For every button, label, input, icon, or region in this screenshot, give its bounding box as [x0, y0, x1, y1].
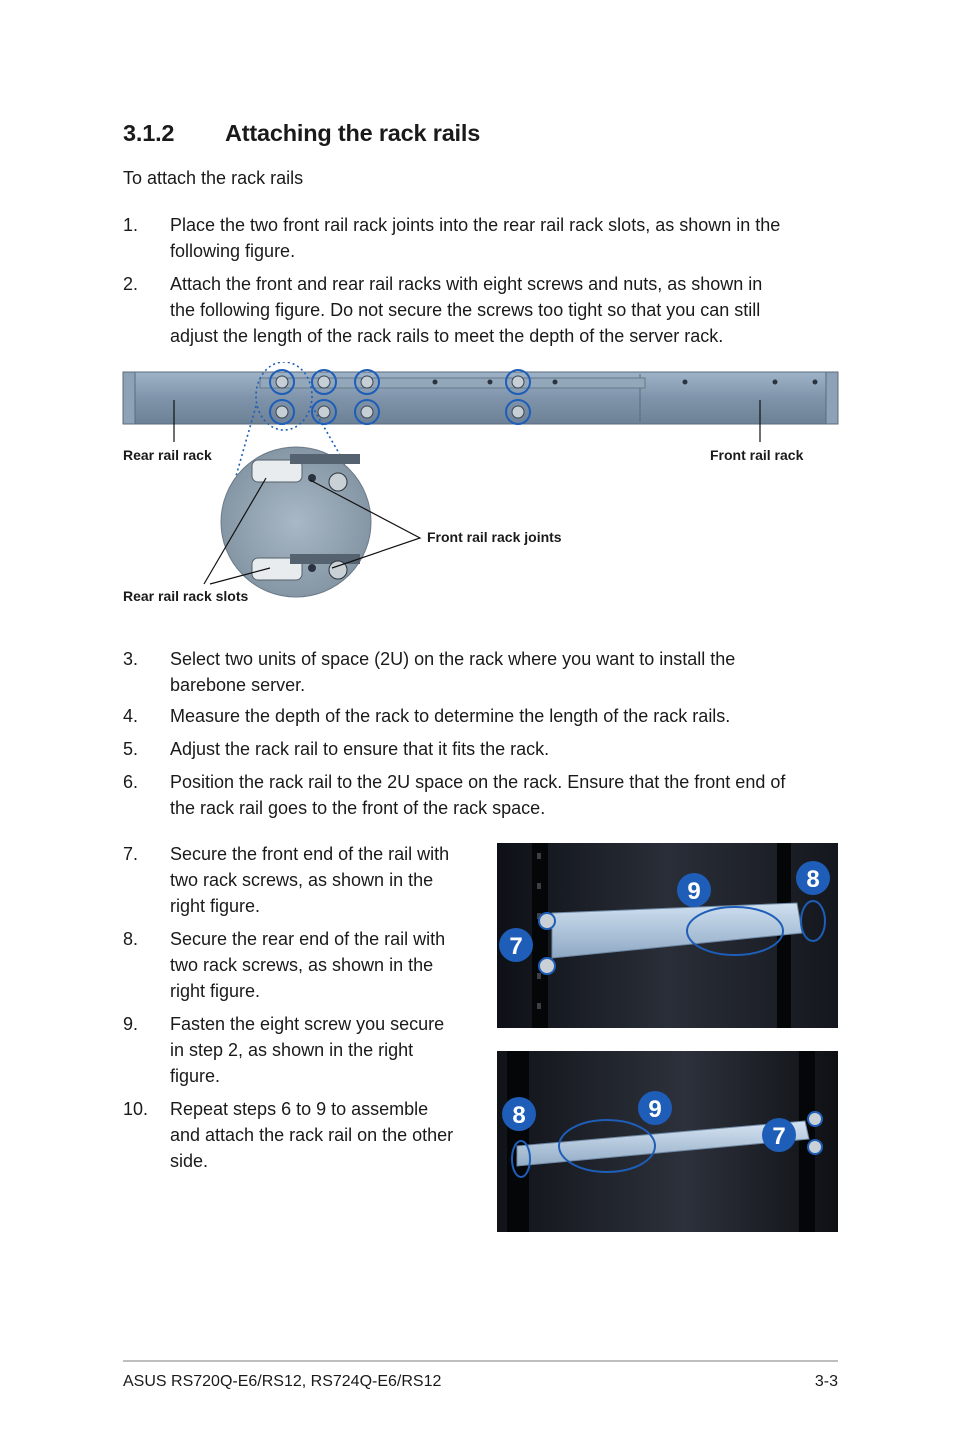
svg-text:9: 9 — [687, 878, 701, 905]
svg-text:8: 8 — [806, 866, 820, 893]
section-title: Attaching the rack rails — [225, 120, 481, 146]
label-rear-rail-rack-slots: Rear rail rack slots — [123, 588, 249, 604]
screw-upper — [539, 913, 555, 929]
joint-screw-upper — [329, 473, 347, 491]
badge-7 — [499, 928, 533, 962]
intro-text: To attach the rack rails — [123, 168, 304, 188]
screw-lower — [808, 1140, 822, 1154]
rear-rail-install-photo — [497, 1051, 838, 1232]
rack-post-left — [532, 843, 548, 1028]
footer-divider — [123, 1360, 838, 1362]
svg-text:8: 8 — [512, 1102, 526, 1129]
front-rail-end — [826, 372, 838, 424]
footer-product-name: ASUS RS720Q-E6/RS12, RS724Q-E6/RS12 — [123, 1373, 442, 1390]
badge-8 — [502, 1097, 536, 1131]
rear-rail-end — [123, 372, 135, 424]
footer-page-number: 3-3 — [814, 1373, 838, 1390]
svg-text:9: 9 — [648, 1096, 662, 1123]
section-heading — [123, 120, 480, 147]
badge-9 — [677, 873, 711, 907]
badge-9 — [638, 1091, 672, 1125]
rail-assembly-figure — [120, 362, 842, 612]
badge-8 — [796, 861, 830, 895]
section-number: 3.1.2 — [123, 120, 175, 146]
screw-lower — [539, 958, 555, 974]
screw-upper — [808, 1112, 822, 1126]
label-front-rail-rack: Front rail rack — [710, 447, 804, 463]
badge-7 — [762, 1118, 796, 1152]
joint-bar-upper — [290, 454, 360, 464]
front-rail-install-photo — [497, 843, 838, 1028]
label-front-rail-rack-joints: Front rail rack joints — [427, 529, 562, 545]
svg-text:7: 7 — [509, 933, 523, 960]
label-rear-rail-rack: Rear rail rack — [123, 447, 212, 463]
svg-text:7: 7 — [772, 1123, 786, 1150]
